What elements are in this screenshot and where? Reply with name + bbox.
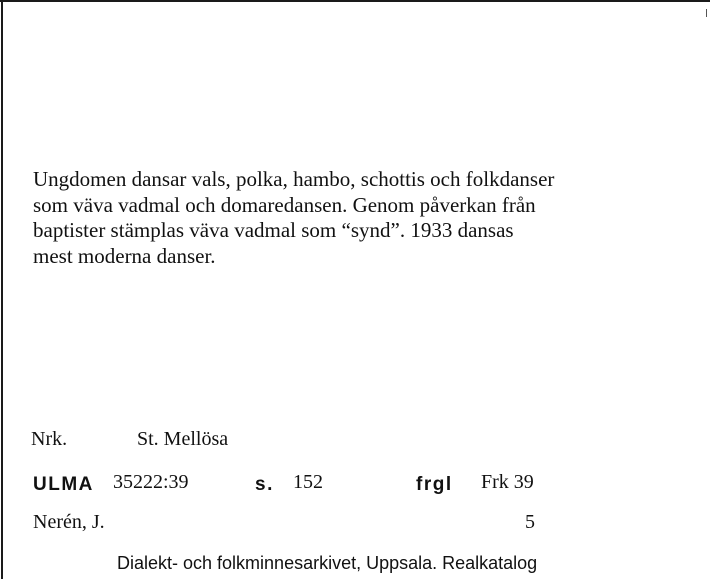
- scan-mark: [706, 9, 707, 17]
- questionnaire-value: Frk 39: [481, 471, 534, 493]
- archive-label: ULMA: [33, 474, 94, 495]
- card-count: 5: [525, 511, 535, 533]
- card-description: [33, 167, 693, 269]
- page-label: s.: [255, 474, 274, 495]
- card-left-edge: [1, 0, 3, 579]
- description-line: Ungdomen dansar vals, polka, hambo, schottis och folkdanser: [33, 167, 555, 191]
- region-label: Nrk.: [31, 428, 68, 450]
- recorder-name: Nerén, J.: [33, 511, 105, 533]
- description-line: baptister stämplas väva vadmal som “synd”. 1933 dansas: [33, 218, 514, 242]
- page-number: 152: [293, 471, 323, 493]
- description-line: mest moderna danser.: [33, 243, 216, 268]
- card-footer: Dialekt- och folkminnesarkivet, Uppsala. Realkatalog: [117, 553, 538, 573]
- archive-number: 35222:39: [113, 471, 189, 493]
- parish-name: St. Mellösa: [137, 428, 229, 450]
- description-line: som väva vadmal och domaredansen. Genom påverkan från: [33, 192, 536, 217]
- card-top-edge: [0, 0, 710, 2]
- questionnaire-label: frgl: [416, 474, 453, 495]
